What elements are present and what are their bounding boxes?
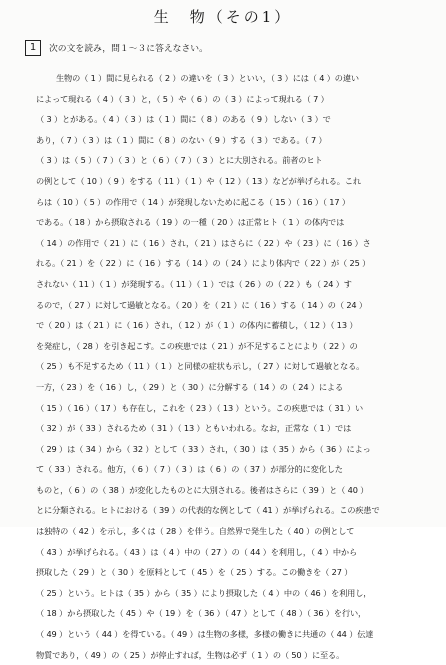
passage-line: である。（ 18 ）から摂取される（ 19 ）の一種（ 20 ）は正常ヒト（ 1 ）の体内では xyxy=(36,217,345,228)
passage-line: （ 43 ）が挙げられる。（ 43 ）は（ 4 ）中の（ 27 ）の（ 44 ）を利用し，（ 4 ）中から xyxy=(36,546,357,557)
passage-line: （ 29 ）は（ 34 ）から（ 32 ）として（ 33 ）され，（ 30 ）は（ 35 ）から（ 36 ）によっ xyxy=(36,443,371,454)
passage-line: （ 18 ）から摂取した（ 45 ）や（ 19 ）を（ 36 ）（ 47 ）として（ 48 ）（ 36 ）を行い， xyxy=(36,608,367,619)
passage-line: るので，（ 27 ）に対して過敏となる。（ 20 ）を（ 21 ）に（ 16 ）する（ 14 ）の（ 24 ） xyxy=(36,299,367,310)
passage-line: されない（ 11 ）（ 1 ）が発現する。（ 11 ）（ 1 ）では（ 26 ）の（ 22 ）も（ 24 ）す xyxy=(36,278,352,289)
passage-line: ものと，（ 6 ）の（ 38 ）が変化したものとに大別される。後者はさらに（ 39 ）と（ 40 ） xyxy=(36,484,369,495)
passage-line: 物質であり，（ 49 ）の（ 25 ）が停止すれば，生物は必ず（ 1 ）の（ 50 ）に至る。 xyxy=(36,649,345,660)
passage-line: によって現れる（ 4 ）（ 3 ）と，（ 5 ）や（ 6 ）の（ 3 ）によって現れる（ 7 ） xyxy=(36,93,329,104)
passage-line: らは（ 10 ）（ 5 ）の作用で（ 14 ）が発現しないために起こる（ 15 ）（ 16 ）（ 17 ） xyxy=(36,196,350,207)
passage-line: （ 15 ）（ 16 ）（ 17 ）も存在し，これを（ 23 ）（ 13 ）という。この疾患では（ 31 ）い xyxy=(36,402,364,413)
page-title: 生 物（その1） xyxy=(153,8,293,26)
passage-line: 摂取した（ 29 ）と（ 30 ）を原料として（ 45 ）を（ 25 ）する。この働きを（ 27 ） xyxy=(36,567,353,578)
passage-line: を発症し，（ 28 ）を引き起こす。この疾患では（ 21 ）が不足することにより（ 22 ）の xyxy=(36,340,358,351)
passage-line: （ 3 ）は（ 5 ）（ 7 ）（ 3 ）と（ 6 ）（ 7 ）（ 3 ）とに大別される。前者のヒト xyxy=(36,155,323,166)
passage-line: の例として（ 10 ）（ 9 ）をする（ 11 ）（ 1 ）や（ 12 ）（ 13 ）などが挙げられる。これ xyxy=(36,175,361,186)
passage xyxy=(36,68,436,665)
passage-line: あり，（ 7 ）（ 3 ）は（ 1 ）間に（ 8 ）のない（ 9 ）する（ 3 ）である。（ 7 ） xyxy=(36,134,327,145)
passage-line: （ 25 ）も不足するため（ 11 ）（ 1 ）と同様の症状も示し，（ 27 ）に対して過敏となる。 xyxy=(36,361,365,372)
passage-line: （ 14 ）の作用で（ 21 ）に（ 16 ）され，（ 21 ）はさらに（ 22 ）や（ 23 ）に（ 16 ）さ xyxy=(36,237,371,248)
passage-line: で（ 20 ）は（ 21 ）に（ 16 ）され，（ 12 ）が（ 1 ）の体内に蓄積し，（ 12 ）（ 13 ） xyxy=(36,320,358,331)
passage-line: は独特の（ 42 ）を示し，多くは（ 28 ）を伴う。自然界で発生した（ 40 ）の例として xyxy=(36,526,355,537)
passage-line: 生物の（ 1 ）間に見られる（ 2 ）の違いを（ 3 ）といい，（ 3 ）には（ 4 ）の違い xyxy=(56,73,359,83)
question-instruction: 次の文を読み，問１～３に答えなさい。 xyxy=(49,44,208,54)
passage-line: 一方，（ 23 ）を（ 16 ）し，（ 29 ）と（ 30 ）に分解する（ 14 ）の（ 24 ）による xyxy=(36,381,343,392)
passage-line: （ 3 ）とがある。（ 4 ）（ 3 ）は（ 1 ）間に（ 8 ）のある（ 9 ）しない（ 3 ）で xyxy=(36,114,331,125)
passage-line: （ 32 ）が（ 33 ）されるため（ 31 ）（ 13 ）ともいわれる。なお，正常な（ 1 ）では xyxy=(36,423,352,434)
passage-line: れる。（ 21 ）を（ 22 ）に（ 16 ）する（ 14 ）の（ 24 ）により体内で（ 22 ）が（ 25 ） xyxy=(36,258,371,269)
question-number-box: 1 xyxy=(25,40,41,56)
passage-line: （ 25 ）という。ヒトは（ 35 ）から（ 35 ）により摂取した（ 4 ）中の（ 46 ）を利用し， xyxy=(36,587,372,598)
passage-line: て（ 33 ）される。他方，（ 6 ）（ 7 ）（ 3 ）は（ 6 ）の（ 37 ）が部分的に変化した xyxy=(36,464,343,475)
passage-line: とに分類される。ヒトにおける（ 39 ）の代表的な例として（ 41 ）が挙げられる。この疾患で xyxy=(36,505,380,516)
passage-line: （ 49 ）という（ 44 ）を得ている。（ 49 ）は生物の多様，多様の働きに共通の（ 44 ）伝達 xyxy=(36,629,374,640)
